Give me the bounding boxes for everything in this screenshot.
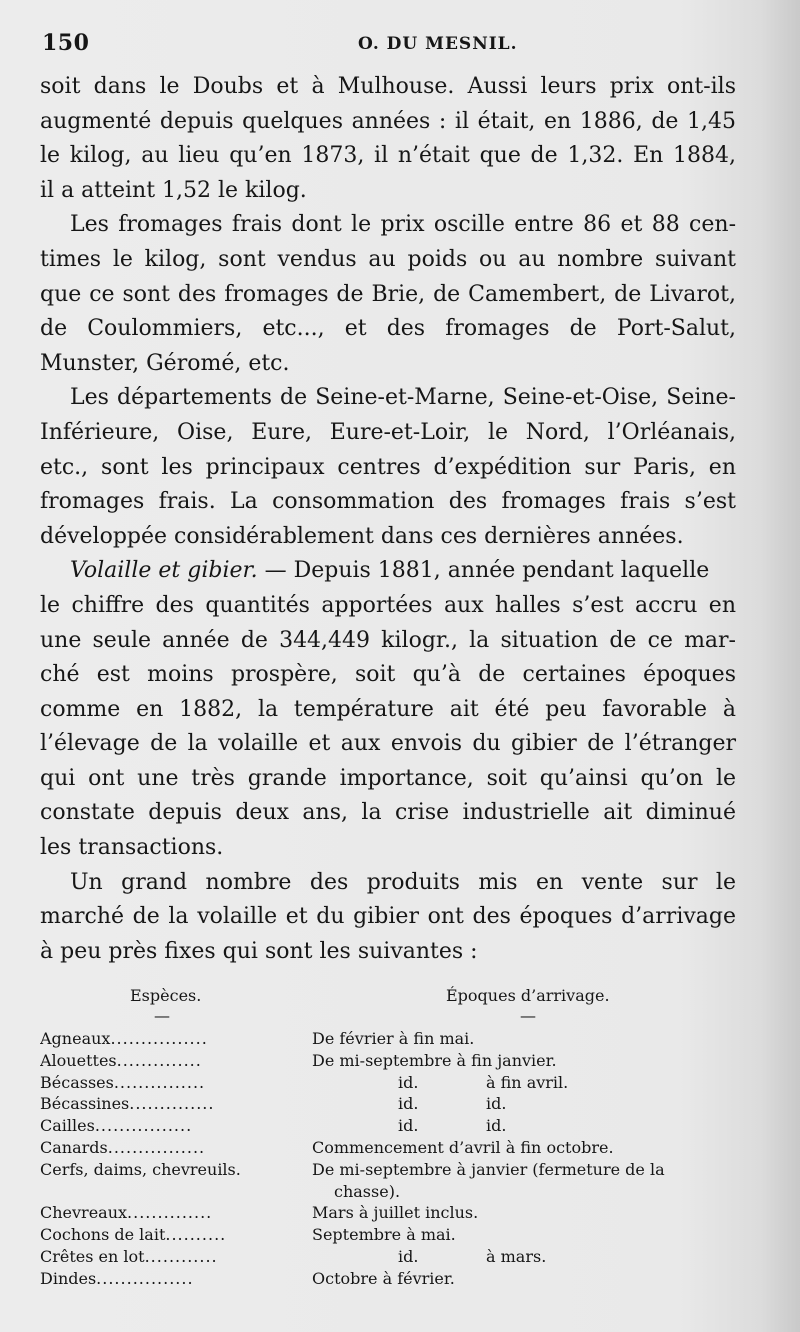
period-end: id. — [486, 1094, 507, 1114]
text-line: Munster, Géromé, etc. — [40, 350, 290, 376]
leader-dots: .......... — [165, 1225, 227, 1245]
period-end: id. — [486, 1116, 507, 1136]
running-title: O. DU MESNIL. — [358, 34, 518, 54]
period-text: Octobre à février. — [312, 1268, 455, 1288]
page-number: 150 — [42, 30, 90, 56]
species-name: Dindes — [40, 1268, 97, 1288]
text-line: le chiffre des quantités apportées aux halles s’est accru en — [40, 592, 736, 618]
text-line: il a atteint 1,52 le kilog. — [40, 177, 307, 203]
text-line: une seule année de 344,449 kilogr., la situation de ce mar- — [40, 627, 736, 653]
species-name: Cailles — [40, 1116, 95, 1136]
table-row — [40, 1072, 740, 1094]
dash-mark: — — [154, 1006, 170, 1025]
leader-dots: .............. — [127, 1203, 213, 1223]
periods-column-header: Époques d’arrivage. — [446, 986, 610, 1005]
header-rule — [40, 1006, 740, 1028]
leader-dots: ................ — [107, 1137, 206, 1157]
species-cell — [40, 1072, 280, 1094]
species-cell — [40, 1268, 280, 1290]
text-line: Inférieure, Oise, Eure, Eure-et-Loir, le Nord, l’Orléanais, — [40, 419, 736, 445]
period-text: De mi-septembre à fin janvier. — [312, 1050, 557, 1070]
table-row — [40, 1202, 740, 1224]
table-row — [40, 1093, 740, 1115]
species-column-header: Espèces. — [130, 986, 202, 1005]
species-cell — [40, 1050, 280, 1072]
period-cell — [312, 1224, 742, 1246]
period-text: Mars à juillet inclus. — [312, 1203, 479, 1223]
table-row — [40, 1028, 740, 1050]
table-row — [40, 1224, 740, 1246]
text-line: times le kilog, sont vendus au poids ou au nombre suivant — [40, 246, 736, 272]
period-cell — [312, 1050, 742, 1072]
period-cell — [312, 1159, 742, 1203]
species-name: Bécasses — [40, 1072, 114, 1092]
period-text-continued: chasse). — [334, 1181, 401, 1201]
table-row — [40, 1137, 740, 1159]
text-line: Un grand nombre des produits mis en vente sur le — [70, 869, 736, 895]
text-line: etc., sont les principaux centres d’expédition sur Paris, en — [40, 454, 736, 480]
species-name: Crêtes en lot — [40, 1246, 145, 1266]
text-line: fromages frais. La consommation des fromages frais s’est — [40, 489, 736, 515]
text-line: de Coulommiers, etc..., et des fromages de Port-Salut, — [40, 316, 736, 342]
text-line: que ce sont des fromages de Brie, de Camembert, de Livarot, — [40, 281, 736, 307]
page-header — [40, 30, 760, 64]
period-cell — [312, 1202, 742, 1224]
text-line — [40, 554, 736, 589]
species-name: Alouettes — [40, 1050, 117, 1070]
dash-mark: — — [520, 1006, 536, 1025]
text-line: l’élevage de la volaille et aux envois du gibier de l’étranger — [40, 731, 736, 757]
text-line: le kilog, au lieu qu’en 1873, il n’était que de 1,32. En 1884, — [40, 143, 736, 169]
leader-dots: ............... — [113, 1072, 206, 1092]
period-cell — [312, 1137, 742, 1159]
species-name: Canards — [40, 1137, 108, 1157]
ditto-mark: id. — [398, 1094, 419, 1114]
text-line: augmenté depuis quelques années : il était, en 1886, de 1,45 — [40, 108, 736, 134]
ditto-mark: id. — [398, 1072, 419, 1092]
text-line: comme en 1882, la température ait été peu favorable à — [40, 696, 736, 722]
period-cell — [312, 1028, 742, 1050]
period-cell — [312, 1268, 742, 1290]
leader-dots: ................ — [110, 1029, 208, 1048]
period-text: Septembre à mai. — [312, 1225, 456, 1245]
leader-dots: .............. — [116, 1050, 202, 1070]
text-run: — Depuis 1881, année pendant laquelle — [257, 558, 710, 584]
text-line: les transactions. — [40, 835, 224, 861]
species-name: Bécassines — [40, 1094, 130, 1114]
section-heading: Volaille et gibier. — [70, 558, 258, 584]
species-cell — [40, 1202, 280, 1224]
table-row — [40, 1268, 740, 1290]
text-line: à peu près fixes qui sont les suivantes : — [40, 938, 478, 964]
text-line: soit dans le Doubs et à Mulhouse. Aussi leurs prix ont-ils — [40, 74, 736, 99]
text-line: constate depuis deux ans, la crise industrielle ait diminué — [40, 800, 736, 826]
period-end: à fin avril. — [486, 1072, 569, 1092]
leader-dots: ................ — [96, 1268, 194, 1288]
ditto-mark: id. — [398, 1246, 419, 1266]
table-header — [40, 986, 740, 1006]
leader-dots: ................ — [94, 1116, 193, 1136]
table-row — [40, 1050, 740, 1072]
body-text — [40, 70, 736, 969]
text-line: marché de la volaille et du gibier ont des époques d’arrivage — [40, 904, 736, 930]
species-name: Cerfs, daims, chevreuils. — [40, 1159, 241, 1179]
species-cell — [40, 1159, 280, 1181]
period-text: Commencement d’avril à fin octobre. — [312, 1137, 614, 1157]
leader-dots: ............ — [144, 1246, 218, 1266]
table-row — [40, 1159, 740, 1203]
table-body — [40, 1028, 740, 1290]
table-row — [40, 1115, 740, 1137]
leader-dots: .............. — [129, 1094, 215, 1114]
ditto-mark: id. — [398, 1116, 419, 1136]
species-name: Agneaux — [40, 1029, 111, 1048]
species-cell — [40, 1246, 280, 1268]
species-cell — [40, 1115, 280, 1137]
species-cell — [40, 1028, 280, 1050]
text-line: Les départements de Seine-et-Marne, Seine-et-Oise, Seine- — [70, 385, 736, 411]
period-end: à mars. — [486, 1246, 547, 1266]
arrival-table — [40, 986, 740, 1288]
text-line: ché est moins prospère, soit qu’à de certaines époques — [40, 662, 736, 688]
period-text: De mi-septembre à janvier (fermeture de la — [312, 1159, 665, 1179]
species-cell — [40, 1093, 280, 1115]
text-line: Les fromages frais dont le prix oscille entre 86 et 88 cen- — [70, 212, 736, 238]
species-cell — [40, 1137, 280, 1159]
text-line: développée considérablement dans ces dernières années. — [40, 523, 684, 549]
text-line: qui ont une très grande importance, soit qu’ainsi qu’on le — [40, 765, 736, 791]
table-row — [40, 1246, 740, 1268]
species-name: Chevreaux — [40, 1203, 128, 1223]
species-name: Cochons de lait — [40, 1225, 166, 1245]
period-text: De février à fin mai. — [312, 1029, 475, 1048]
species-cell — [40, 1224, 280, 1246]
